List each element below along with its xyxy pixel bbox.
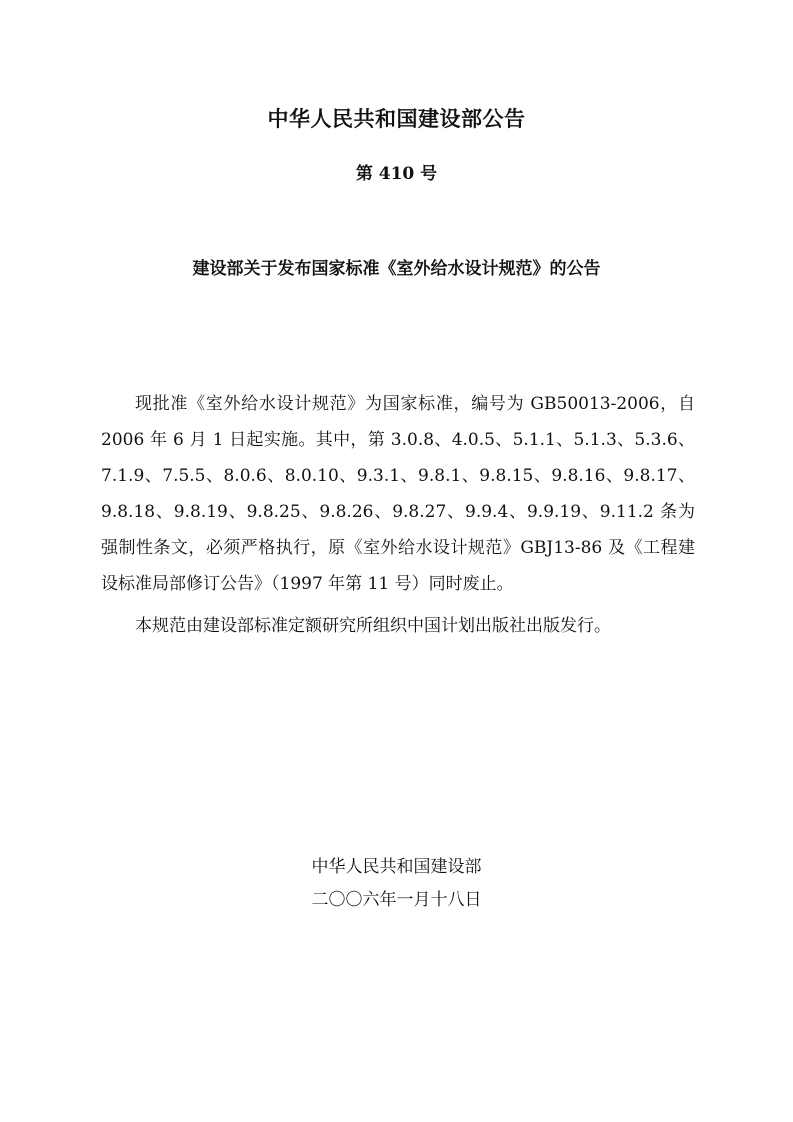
document-title: 中华人民共和国建设部公告 — [267, 106, 526, 131]
body-paragraph-publication: 本规范由建设部标准定额研究所组织中国计划出版社出版发行。 — [135, 616, 611, 636]
announcement-number: 第 410 号 — [355, 164, 438, 184]
body-paragraph-approval: 现批准《室外给水设计规范》为国家标准，编号为 GB50013-2006，自 2006 年 6 月 1 日起实施。其中，第 3.0.8、4.0.5、5.1.1、5.1.3、5.3.6、7.1.9、7.5.5、8.0.6、8.0.10、9.3.1、9.8.1、9.8.15、9.8.16、9.8.17、9.8.18、9.8.19、9.8.25、9.8.26、9.8.27、9.9.4、9.9.19、9.11.2 条为强制性条文，必须严格执行，原《室外给水设计规范》GBJ13-86 及《工程建设标准局部修订公告》（1997 年第 11 号）同时废止。 — [101, 394, 695, 594]
announcement-subject: 建设部关于发布国家标准《室外给水设计规范》的公告 — [192, 259, 601, 279]
signature-date: 二〇〇六年一月十八日 — [311, 890, 482, 910]
signature-organization: 中华人民共和国建设部 — [311, 857, 482, 877]
